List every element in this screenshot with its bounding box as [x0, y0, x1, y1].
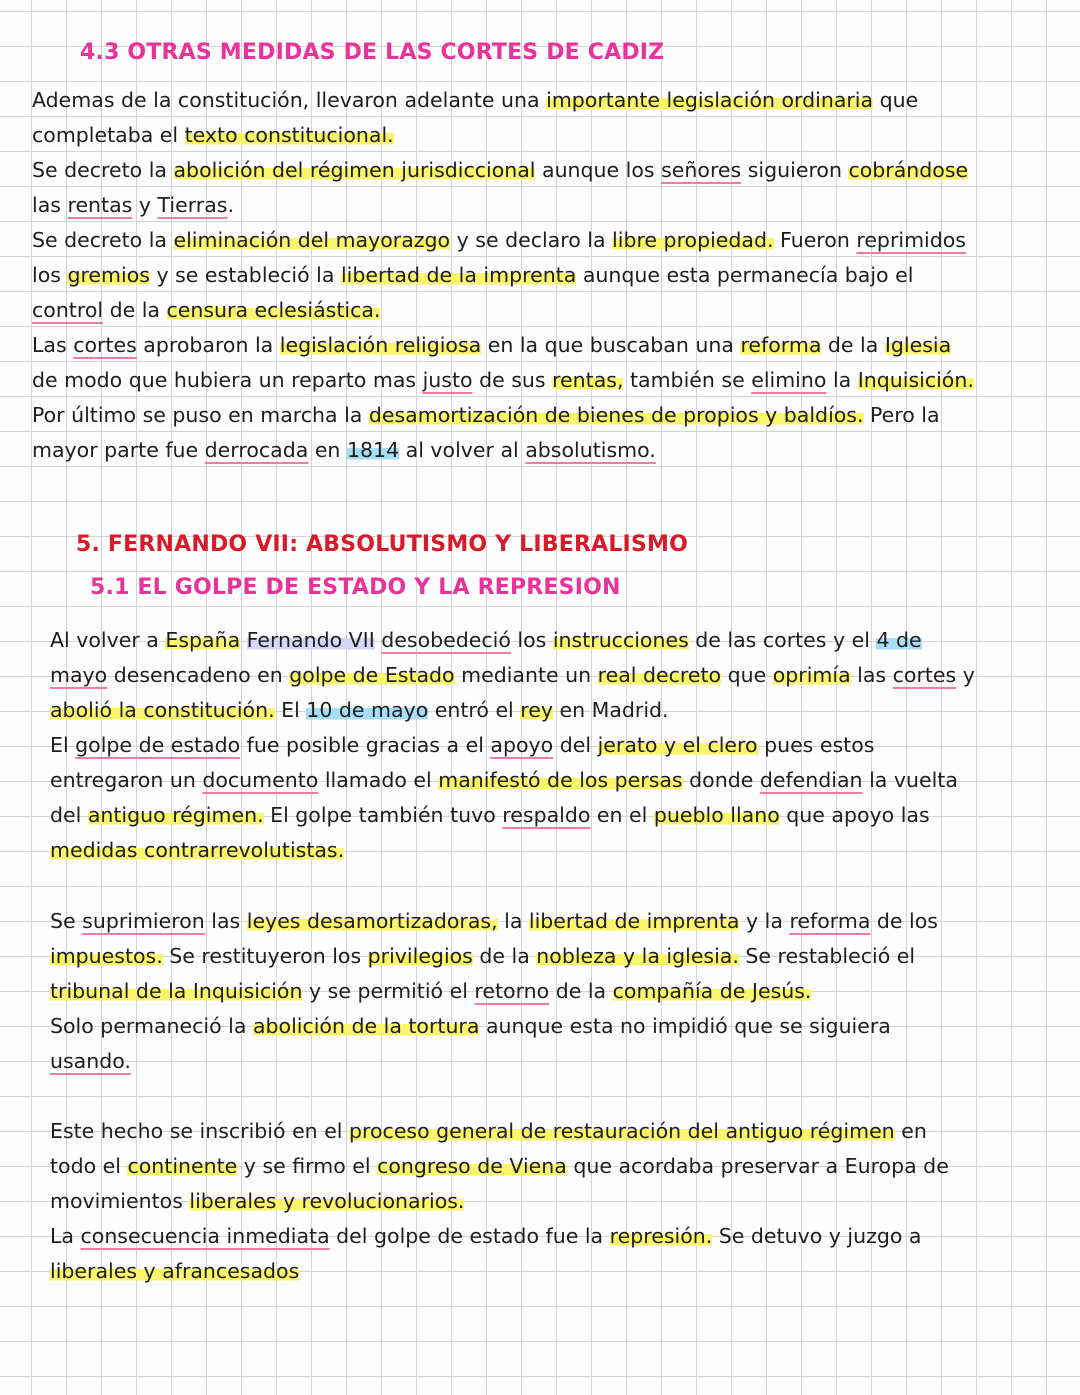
text-line: completaba el texto constitucional. [32, 123, 394, 147]
text-line: los gremios y se estableció la libertad de la imprenta aunque esta permanecía bajo el [32, 263, 914, 287]
text-line: La consecuencia inmediata del golpe de estado fue la represión. Se detuvo y juzgo a [50, 1224, 922, 1248]
text-line: Este hecho se inscribió en el proceso general de restauración del antiguo régimen en [50, 1119, 927, 1143]
text-line: mayo desencadeno en golpe de Estado mediante un real decreto que oprimía las cortes y [50, 663, 975, 687]
text-line: control de la censura eclesiástica. [32, 298, 381, 322]
text-line: medidas contrarrevolutistas. [50, 838, 345, 862]
section-4-3-heading: 4.3 OTRAS MEDIDAS DE LAS CORTES DE CADIZ [80, 40, 665, 65]
text-line: del antiguo régimen. El golpe también tuvo respaldo en el pueblo llano que apoyo las [50, 803, 930, 827]
section-5-heading: 5. FERNANDO VII: ABSOLUTISMO Y LIBERALISMO [76, 532, 688, 557]
text-line: Ademas de la constitución, llevaron adelante una importante legislación ordinaria que [32, 88, 919, 112]
text-line: Se decreto la abolición del régimen jurisdiccional aunque los señores siguieron cobrándose [32, 158, 969, 182]
section-4-3-text [32, 83, 1042, 468]
section-5-1-paragraph-3 [50, 1114, 1050, 1289]
text-line: Se decreto la eliminación del mayorazgo y se declaro la libre propiedad. Fueron reprimidos [32, 228, 966, 252]
text-line: Solo permaneció la abolición de la tortura aunque esta no impidió que se siguiera [50, 1014, 891, 1038]
section-5-1-heading: 5.1 EL GOLPE DE ESTADO Y LA REPRESION [90, 575, 621, 600]
text-line: tribunal de la Inquisición y se permitió el retorno de la compañía de Jesús. [50, 979, 812, 1003]
text-line: Al volver a España Fernando VII desobedeció los instrucciones de las cortes y el 4 de [50, 628, 922, 652]
text-line: Se suprimieron las leyes desamortizadoras, la libertad de imprenta y la reforma de los [50, 909, 938, 933]
text-line: las rentas y Tierras. [32, 193, 234, 217]
text-line: liberales y afrancesados [50, 1259, 300, 1283]
section-5-1-paragraph-1 [50, 623, 1050, 868]
text-line: abolió la constitución. El 10 de mayo entró el rey en Madrid. [50, 698, 669, 722]
text-line: impuestos. Se restituyeron los privilegios de la nobleza y la iglesia. Se restableció el [50, 944, 916, 968]
text-line: usando. [50, 1049, 131, 1073]
text-line: mayor parte fue derrocada en 1814 al volver al absolutismo. [32, 438, 656, 462]
section-5-1-paragraph-2 [50, 904, 1050, 1079]
text-line: todo el continente y se firmo el congreso de Viena que acordaba preservar a Europa de [50, 1154, 949, 1178]
text-line: Las cortes aprobaron la legislación religiosa en la que buscaban una reforma de la Iglesia [32, 333, 952, 357]
text-line: movimientos liberales y revolucionarios. [50, 1189, 465, 1213]
text-line: entregaron un documento llamado el manifestó de los persas donde defendian la vuelta [50, 768, 958, 792]
text-line: Por último se puso en marcha la desamortización de bienes de propios y baldíos. Pero la [32, 403, 940, 427]
text-line: de modo que hubiera un reparto mas justo de sus rentas, también se elimino la Inquisición. [32, 368, 974, 392]
text-line: El golpe de estado fue posible gracias a el apoyo del jerato y el clero pues estos [50, 733, 875, 757]
